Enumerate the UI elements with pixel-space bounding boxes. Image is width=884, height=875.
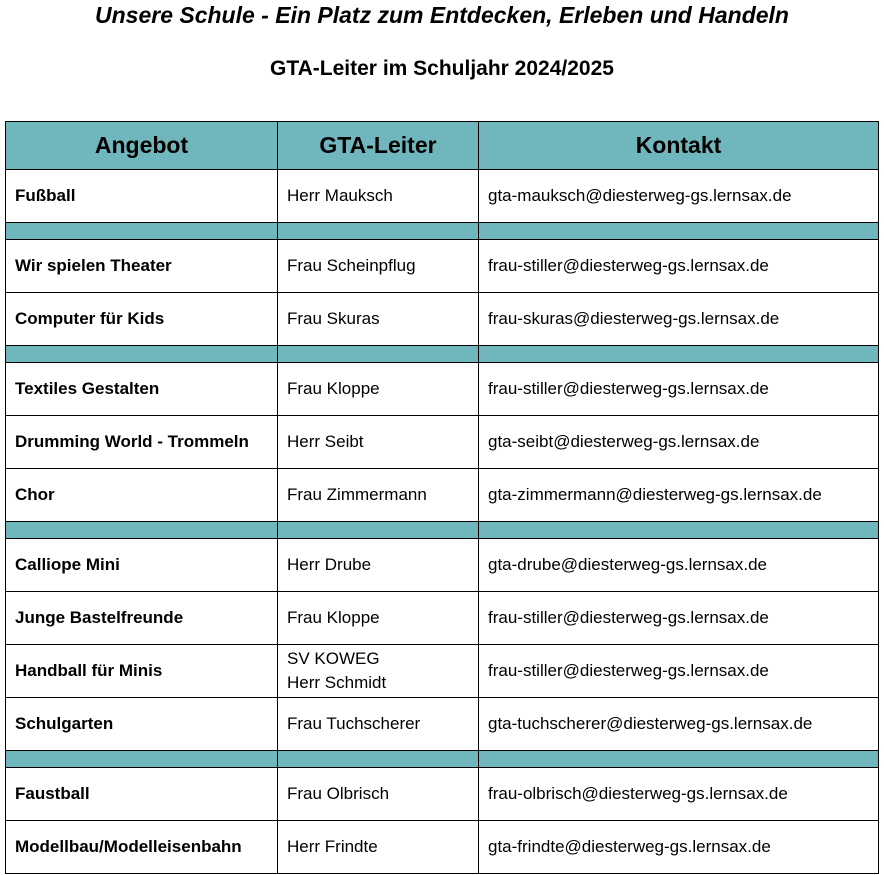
cell-angebot: Schulgarten <box>6 698 278 751</box>
leiter-name: Frau Kloppe <box>287 379 380 398</box>
separator-row <box>6 522 879 539</box>
table-body <box>6 170 879 874</box>
separator-cell <box>479 751 879 768</box>
separator-cell <box>479 346 879 363</box>
cell-kontakt-email: gta-seibt@diesterweg-gs.lernsax.de <box>479 416 879 469</box>
cell-angebot: Chor <box>6 469 278 522</box>
column-header-gta-leiter: GTA-Leiter <box>278 122 479 170</box>
column-header-kontakt: Kontakt <box>479 122 879 170</box>
cell-angebot: Handball für Minis <box>6 645 278 698</box>
separator-row <box>6 223 879 240</box>
cell-gta-leiter <box>278 416 479 469</box>
table-row <box>6 363 879 416</box>
separator-cell <box>6 751 278 768</box>
separator-cell <box>278 223 479 240</box>
table-row <box>6 821 879 874</box>
separator-row <box>6 346 879 363</box>
cell-angebot: Computer für Kids <box>6 293 278 346</box>
leiter-name: Frau Scheinpflug <box>287 256 416 275</box>
cell-kontakt-email: gta-zimmermann@diesterweg-gs.lernsax.de <box>479 469 879 522</box>
leiter-name: Herr Mauksch <box>287 186 393 205</box>
gta-table <box>5 121 879 874</box>
separator-cell <box>6 223 278 240</box>
table-row <box>6 170 879 223</box>
cell-gta-leiter <box>278 170 479 223</box>
cell-gta-leiter <box>278 539 479 592</box>
table-row <box>6 293 879 346</box>
table-row <box>6 645 879 698</box>
cell-gta-leiter <box>278 293 479 346</box>
separator-cell <box>479 223 879 240</box>
separator-row <box>6 751 879 768</box>
table-row <box>6 539 879 592</box>
cell-gta-leiter <box>278 821 479 874</box>
cell-angebot: Wir spielen Theater <box>6 240 278 293</box>
separator-cell <box>479 522 879 539</box>
leiter-name: SV KOWEG <box>287 649 380 668</box>
leiter-name: Herr Seibt <box>287 432 364 451</box>
cell-angebot: Faustball <box>6 768 278 821</box>
page-subtitle: GTA-Leiter im Schuljahr 2024/2025 <box>270 57 614 80</box>
cell-angebot: Junge Bastelfreunde <box>6 592 278 645</box>
leiter-name: Frau Skuras <box>287 309 380 328</box>
cell-kontakt-email: gta-frindte@diesterweg-gs.lernsax.de <box>479 821 879 874</box>
cell-kontakt-email: frau-stiller@diesterweg-gs.lernsax.de <box>479 363 879 416</box>
page-title: Unsere Schule - Ein Platz zum Entdecken, Erleben und Handeln <box>95 2 789 28</box>
table-row <box>6 768 879 821</box>
cell-angebot: Calliope Mini <box>6 539 278 592</box>
separator-cell <box>6 346 278 363</box>
table-header-row <box>6 122 879 170</box>
cell-angebot: Textiles Gestalten <box>6 363 278 416</box>
cell-angebot: Drumming World - Trommeln <box>6 416 278 469</box>
cell-angebot: Fußball <box>6 170 278 223</box>
separator-cell <box>278 751 479 768</box>
table-row <box>6 416 879 469</box>
cell-kontakt-email: frau-stiller@diesterweg-gs.lernsax.de <box>479 240 879 293</box>
cell-gta-leiter <box>278 469 479 522</box>
separator-cell <box>278 522 479 539</box>
column-header-angebot: Angebot <box>6 122 278 170</box>
cell-kontakt-email: frau-olbrisch@diesterweg-gs.lernsax.de <box>479 768 879 821</box>
cell-angebot: Modellbau/Modelleisenbahn <box>6 821 278 874</box>
leiter-name: Frau Olbrisch <box>287 784 390 803</box>
cell-gta-leiter <box>278 698 479 751</box>
separator-cell <box>6 522 278 539</box>
separator-cell <box>278 346 479 363</box>
table-row <box>6 469 879 522</box>
cell-kontakt-email: gta-mauksch@diesterweg-gs.lernsax.de <box>479 170 879 223</box>
leiter-name: Herr Drube <box>287 555 372 574</box>
cell-gta-leiter <box>278 363 479 416</box>
cell-gta-leiter <box>278 768 479 821</box>
cell-gta-leiter <box>278 240 479 293</box>
cell-kontakt-email: frau-skuras@diesterweg-gs.lernsax.de <box>479 293 879 346</box>
cell-gta-leiter <box>278 592 479 645</box>
cell-kontakt-email: gta-tuchscherer@diesterweg-gs.lernsax.de <box>479 698 879 751</box>
cell-kontakt-email: frau-stiller@diesterweg-gs.lernsax.de <box>479 592 879 645</box>
table-row <box>6 240 879 293</box>
leiter-name: Herr Schmidt <box>287 673 387 692</box>
cell-kontakt-email: gta-drube@diesterweg-gs.lernsax.de <box>479 539 879 592</box>
table-row <box>6 592 879 645</box>
leiter-name: Frau Tuchscherer <box>287 714 421 733</box>
leiter-name: Frau Zimmermann <box>287 485 427 504</box>
cell-gta-leiter <box>278 645 479 698</box>
cell-kontakt-email: frau-stiller@diesterweg-gs.lernsax.de <box>479 645 879 698</box>
leiter-name: Herr Frindte <box>287 837 378 856</box>
leiter-name: Frau Kloppe <box>287 608 380 627</box>
table-row <box>6 698 879 751</box>
